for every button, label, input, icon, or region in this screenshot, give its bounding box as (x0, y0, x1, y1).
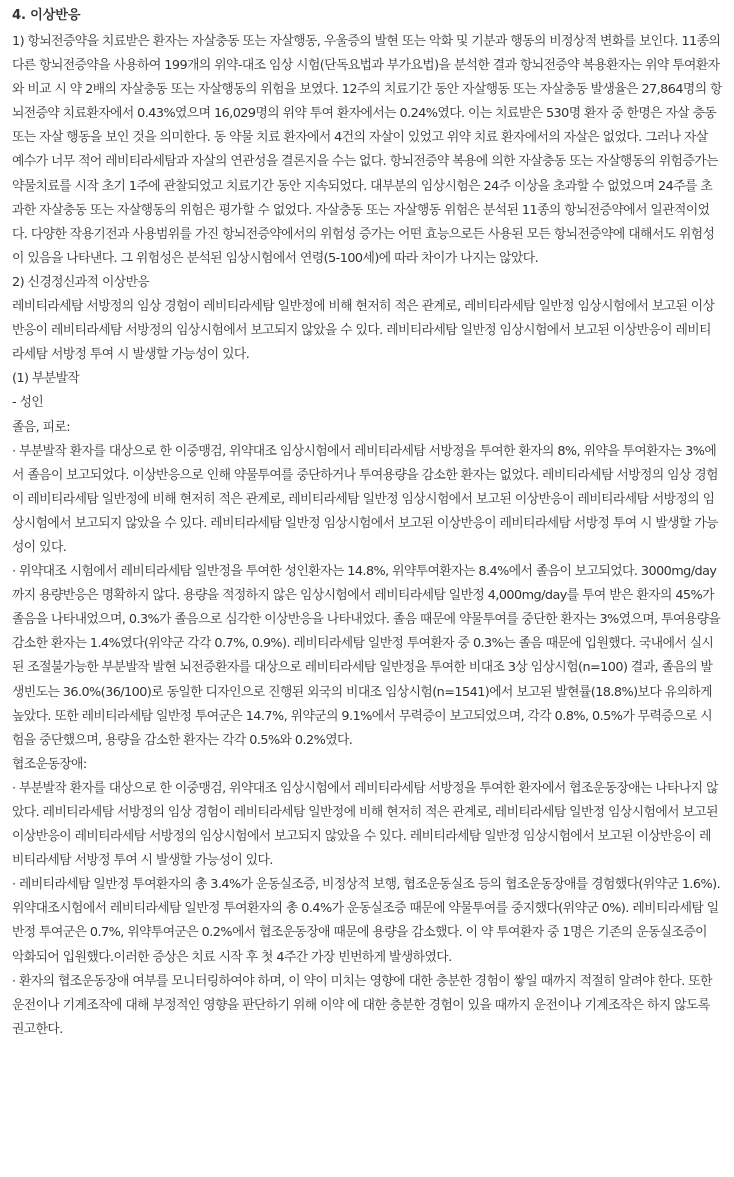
subheading-somnolence-fatigue: 졸음, 피로: (12, 419, 71, 435)
bullet-coordination-xr: · 부분발작 환자를 대상으로 한 이중맹검, 위약대조 임상시험에서 레비티라세탐 서방정을 투여한 환자에서 협조운동장애는 나타나지 않았다. 레비티라세탐 서방정의 임상 경험이 레비티라세탐 일반정에 비해 현저히 적은 관계로, 레비티라세탐 일반정 임상시험에서 보고된 이상반응이 레비티라세탐 서방정의 임상시험에서 보고되지 않았을 수 있다. 레비티라세탐 일반정 임상시험에서 보고된 이상반응이 레비티라세탐 서방정 투여 시 발생할 가능성이 있다. (12, 780, 718, 869)
subheading-adult: - 성인 (12, 395, 44, 411)
paragraph-xr-experience: 레비티라세탐 서방정의 임상 경험이 레비티라세탐 일반정에 비해 현저히 적은 관계로, 레비티라세탐 일반정 임상시험에서 보고된 이상반응이 레비티라세탐 서방정의 임상시험에서 보고되지 않았을 수 있다. 레비티라세탐 일반정 임상시험에서 보고된 이상반응이 레비티라세탐 서방정 투여 시 발생할 가능성이 있다. (12, 299, 715, 363)
paragraph-suicidality: 1) 항뇌전증약을 치료받은 환자는 자살충동 또는 자살행동, 우울증의 발현 또는 악화 및 기분과 행동의 비정상적 변화를 보인다. 11종의 다른 항뇌전증약을 사용하여 199개의 위약-대조 임상 시험(단독요법과 부가요법)을 분석한 결과 항뇌전증약 복용환자는 위약 투여환자와 비교 시 약 2배의 자살충동 또는 자살행동의 위험을 보였다. 12주의 치료기간 동안 자살행동 또는 자살충동 발생율은 27,864명의 항뇌전증약 치료환자에서 0.43%였으며 16,029명의 위약 투여 환자에서는 0.24%였다. 이는 치료받은 530명 환자 중 한명은 자살 충동 또는 자살 행동을 보인 것을 의미한다. 동 약물 치료 환자에서 4건의 자살이 있었고 위약 치료 환자에서의 자살은 없었다. 그러나 자살 예수가 너무 적어 레비티라세탐과 자살의 연관성을 결론지을 수는 없다. 항뇌전증약 복용에 의한 자살충동 또는 자살행동의 위험증가는 약물치료를 시작 초기 1주에 관찰되었고 치료기간 동안 지속되었다. 대부분의 임상시험은 24주 이상을 초과할 수 없었으며 24주를 초과한 자살충동 또는 자살행동의 위험은 평가할 수 없었다. 자살충동 또는 자살행동 위험은 분석된 11종의 항뇌전증약에서 일관적이었다. 다양한 작용기전과 사용범위를 가진 항뇌전증약에서의 위험성 증가는 어떤 효능으로든 사용된 모든 항뇌전증약에 대해서도 위험성이 있음을 나타낸다. 그 위험성은 분석된 임상시험에서 연령(5-100세)에 따라 차이가 나지는 않았다. (12, 34, 722, 266)
subheading-partial-seizure: (1) 부분발작 (12, 371, 80, 387)
subheading-coordination: 협조운동장애: (12, 756, 87, 772)
bullet-somnolence-ir: · 위약대조 시험에서 레비티라세탐 일반정을 투여한 성인환자는 14.8%, 위약투여환자는 8.4%에서 졸음이 보고되었다. 3000mg/day까지 용량반응은 명확하지 않다. 용량을 적정하지 않은 임상시험에서 레비티라세탐 일반정 4,000mg/day를 투여 받은 환자의 45%가 졸음을 나타내었으며, 0.3%가 졸음으로 심각한 이상반응을 나타내었다. 졸음 때문에 약물투여를 중단한 환자는 3%였으며, 투여용량을 감소한 환자는 1.4%였다(위약군 각각 0.7%, 0.9%). 레비티라세탐 일반정 투여환자 중 0.3%는 졸음 때문에 입원했다. 국내에서 실시된 조절불가능한 부분발작 발현 뇌전증환자를 대상으로 레비티라세탐 일반정을 투여한 비대조 3상 임상시험(n=100) 결과, 졸음의 발생빈도는 36.0%(36/100)로 동일한 디자인으로 진행된 외국의 비대조 임상시험(n=1541)에서 보고된 발현률(18.8%)보다 유의하게 높았다. 또한 레비티라세탐 일반정 투여군은 14.7%, 위약군의 9.1%에서 무력증이 보고되었으며, 각각 0.8%, 0.5%가 무력증으로 시험을 중단했으며, 용량을 감소한 환자는 각각 0.5%와 0.2%였다. (12, 564, 721, 748)
bullet-monitoring: · 환자의 협조운동장애 여부를 모니터링하여야 하며, 이 약이 미치는 영향에 대한 충분한 경험이 쌓일 때까지 적절히 알려야 한다. 또한 운전이나 기계조작에 대해 부정적인 영향을 판단하기 위해 이약 에 대한 충분한 경험이 있을 때까지 운전이나 기계조작은 하지 않도록 권고한다. (12, 973, 712, 1037)
bullet-somnolence-xr: · 부분발작 환자를 대상으로 한 이중맹검, 위약대조 임상시험에서 레비티라세탐 서방정을 투여한 환자의 8%, 위약을 투여환자는 3%에서 졸음이 보고되었다. 이상반응으로 인해 약물투여를 중단하거나 투여용량을 감소한 환자는 없었다. 레비티라세탐 서방정의 임상 경험이 레비티라세탐 일반정에 비해 현저히 적은 관계로, 레비티라세탐 일반정 임상시험에서 보고된 이상반응이 레비티라세탐 서방정의 임상시험에서 보고되지 않았을 수 있다. 레비티라세탐 일반정 임상시험에서 보고된 이상반응이 레비티라세탐 서방정 투여 시 발생할 가능성이 있다. (12, 443, 718, 555)
section-title: 4. 이상반응 (12, 8, 81, 23)
subheading-neuropsychiatric: 2) 신경정신과적 이상반응 (12, 274, 150, 290)
bullet-coordination-ir: · 레비티라세탐 일반정 투여환자의 총 3.4%가 운동실조증, 비정상적 보행, 협조운동실조 등의 협조운동장애를 경험했다(위약군 1.6%). 위약대조시험에서 레비티라세탐 일반정 투여환자의 총 0.4%가 운동실조증 때문에 약물투여를 중지했다(위약군 0%). 레비티라세탐 일반정 투여군은 0.7%, 위약투여군은 0.2%에서 협조운동장애 때문에 용량을 감소했다. 이 약 투여환자 중 1명은 기존의 운동실조증이 악화되어 입원했다.이러한 증상은 치료 시작 후 첫 4주간 가장 빈번하게 발생하였다. (12, 877, 721, 965)
